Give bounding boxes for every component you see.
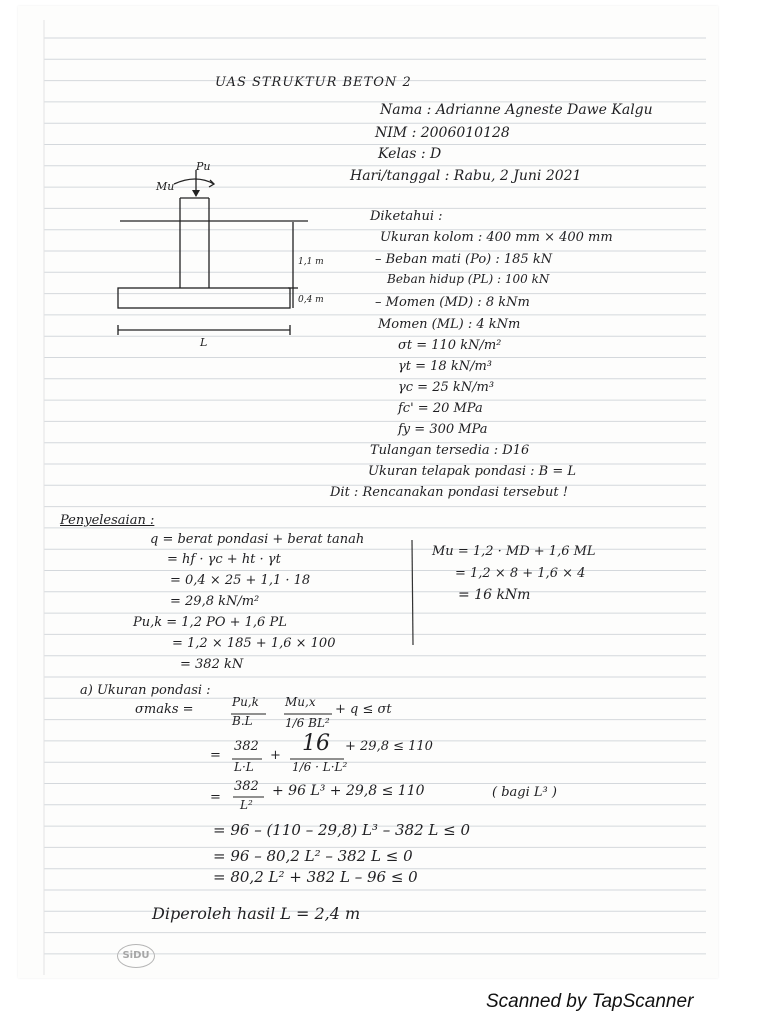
student-name: Nama : Adrianne Agneste Dawe Kalgu — [380, 102, 653, 118]
height-label-footing: 0,4 m — [298, 295, 324, 305]
mu-line-3: = 16 kNm — [458, 587, 531, 603]
frac2-den: 1/6 BL² — [285, 716, 330, 730]
final-result: Diperoleh hasil L = 2,4 m — [152, 904, 361, 923]
divider-vertical — [408, 540, 418, 650]
column-outline — [180, 198, 209, 288]
student-class: Kelas : D — [378, 146, 442, 162]
given-footing-size: Ukuran telapak pondasi : B = L — [368, 464, 576, 479]
step2-equals: = — [210, 790, 221, 805]
given-live-moment: Momen (ML) : 4 kNm — [378, 317, 521, 332]
frac1-num: Pu,k — [232, 695, 259, 709]
mu-label: Mu — [156, 180, 175, 193]
mu-line-1: Mu = 1,2 · MD + 1,6 ML — [432, 544, 596, 559]
step4: = 96 – 80,2 L² – 382 L ≤ 0 — [213, 847, 413, 865]
step2-frac-den: L² — [240, 798, 253, 812]
given-dead-moment: – Momen (MD) : 8 kNm — [375, 295, 530, 310]
height-label-column: 1,1 m — [298, 257, 324, 267]
frac2-num: Mu,x — [285, 695, 316, 709]
given-soil-stress: σt = 110 kN/m² — [398, 338, 502, 353]
given-header: Diketahui : — [370, 209, 443, 224]
asked: Dit : Rencanakan pondasi tersebut ! — [330, 485, 568, 500]
given-rebar: Tulangan tersedia : D16 — [370, 443, 530, 458]
sigma-tail: + q ≤ σt — [335, 702, 392, 717]
pu-line-1: Pu,k = 1,2 PO + 1,6 PL — [133, 615, 287, 630]
given-fc: fc' = 20 MPa — [398, 401, 483, 416]
q-line-3: = 0,4 × 25 + 1,1 · 18 — [170, 573, 311, 588]
footing-size-header: a) Ukuran pondasi : — [80, 683, 211, 698]
pu-line-2: = 1,2 × 185 + 1,6 × 100 — [172, 636, 336, 651]
sigma-label: σmaks = — [135, 702, 194, 717]
step1-frac2-num: 16 — [302, 731, 330, 756]
step1-frac2-den: 1/6 · L·L² — [292, 760, 348, 774]
step3: = 96 – (110 – 29,8) L³ – 382 L ≤ 0 — [213, 821, 471, 839]
exam-title: UAS STRUKTUR BETON 2 — [215, 75, 412, 90]
given-dead-load: – Beban mati (Po) : 185 kN — [375, 252, 553, 267]
frac1-den: B.L — [232, 714, 253, 728]
pu-line-3: = 382 kN — [180, 657, 244, 672]
given-concrete-weight: γc = 25 kN/m³ — [398, 380, 495, 395]
q-line-2: = hf · γc + ht · γt — [167, 552, 281, 567]
given-column-size: Ukuran kolom : 400 mm × 400 mm — [380, 230, 613, 245]
step1-frac1-num: 382 — [234, 739, 259, 754]
exam-date: Hari/tanggal : Rabu, 2 Juni 2021 — [350, 168, 582, 184]
pu-label: Pu — [196, 160, 211, 173]
step2-frac-num: 382 — [234, 779, 259, 794]
step2-tail: + 96 L³ + 29,8 ≤ 110 — [272, 783, 425, 799]
step1-plus: + — [270, 748, 281, 763]
solution-header: Penyelesaian : — [60, 513, 155, 528]
scanner-stamp: SiDU — [117, 944, 155, 968]
step2-note: ( bagi L³ ) — [492, 785, 557, 800]
q-line-1: q = berat pondasi + berat tanah — [150, 532, 365, 547]
given-fy: fy = 300 MPa — [398, 422, 488, 437]
step1-frac1-den: L·L — [234, 760, 254, 774]
mu-line-2: = 1,2 × 8 + 1,6 × 4 — [455, 566, 586, 581]
q-line-4: = 29,8 kN/m² — [170, 594, 260, 609]
width-label: L — [200, 336, 208, 349]
given-soil-weight: γt = 18 kN/m³ — [398, 359, 492, 374]
scanner-watermark: Scanned by TapScanner — [486, 991, 694, 1012]
step1-tail: + 29,8 ≤ 110 — [345, 739, 433, 754]
given-live-load: Beban hidup (PL) : 100 kN — [387, 272, 550, 286]
moment-arc — [174, 179, 214, 184]
footing-slab — [118, 288, 290, 308]
step1-equals: = — [210, 748, 221, 763]
student-nim: NIM : 2006010128 — [375, 125, 510, 141]
footing-sketch — [110, 160, 340, 350]
step5: = 80,2 L² + 382 L – 96 ≤ 0 — [213, 868, 418, 886]
fraction-bars — [228, 700, 548, 810]
